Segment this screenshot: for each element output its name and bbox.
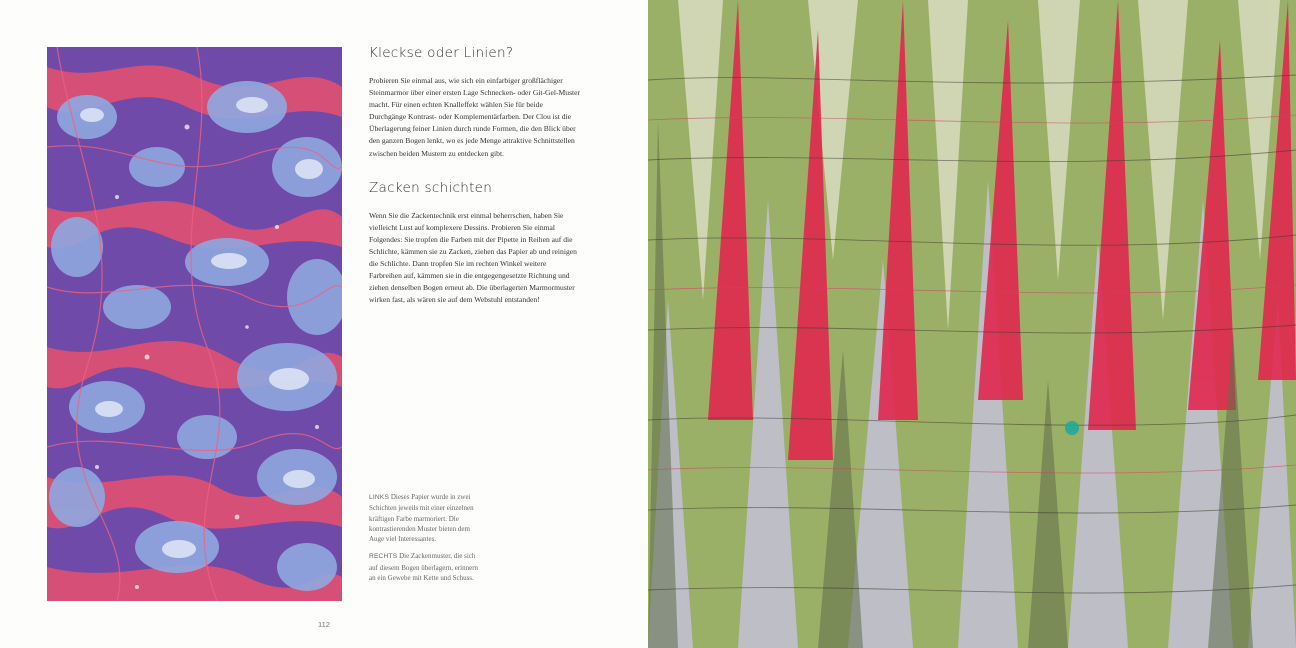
page-number: 112 — [318, 620, 330, 629]
marbled-paper-image-left — [47, 47, 342, 601]
paragraph-kleckse: Probieren Sie einmal aus, wie sich ein einfarbiger großflächiger Steinmarmor über einer ersten Lage Schnecken- oder Git-Gel-Muster macht. Für einen echten Knalleffekt wählen Sie für beide Durchgänge Kontrast- oder Komplementärfarben. Der Clou ist die Überlagerung feiner Linien durch runde Formen, die den Blick über den ganzen Bogen lenkt, wo es jede Menge attraktive Schnittstellen zwischen beiden Mustern zu entdecken gibt. — [369, 76, 581, 158]
caption-right-tag: RECHTS — [369, 553, 398, 561]
caption-right-text: Die Zackenmuster, die sich auf diesem Bogen überlagern, erinnern an ein Gewebe mit Kette und Schuss. — [369, 552, 479, 583]
zigzag-marble-svg — [648, 0, 1296, 648]
text-column — [369, 45, 581, 306]
marble-pattern-svg — [47, 47, 342, 601]
image-captions — [369, 492, 481, 590]
caption-left — [369, 492, 481, 544]
caption-left-text: Dieses Papier wurde in zwei Schichten jeweils mit einer einzelnen kräftigen Farbe marmoriert. Die kontrastierenden Muster bieten dem Auge viel Interessantes. — [369, 493, 474, 544]
caption-left-tag: LINKS — [369, 494, 390, 501]
teal-dot — [1065, 421, 1079, 435]
marbled-paper-image-right — [648, 0, 1296, 648]
heading-kleckse: Kleckse oder Linien? — [369, 45, 514, 61]
caption-right — [369, 551, 481, 583]
paragraph-zacken: Wenn Sie die Zackentechnik erst einmal beherrschen, haben Sie vielleicht Lust auf komplexere Dessins. Probieren Sie einmal Folgendes: Sie tropfen die Farben mit der Pipette in Reihen auf die Schlichte, kämmen sie zu Zacken, ziehen das Papier ab und reinigen die Schlichte. Dann tropfen Sie im rechten Winkel weitere Farbreihen auf, kämmen sie in die entgegengesetzte Richtung und ziehen denselben Bogen erneut ab. Die überlagerten Marmormuster wirken fast, als wären sie auf dem Webstuhl entstanden! — [369, 210, 577, 305]
heading-zacken: Zacken schichten — [369, 179, 493, 196]
